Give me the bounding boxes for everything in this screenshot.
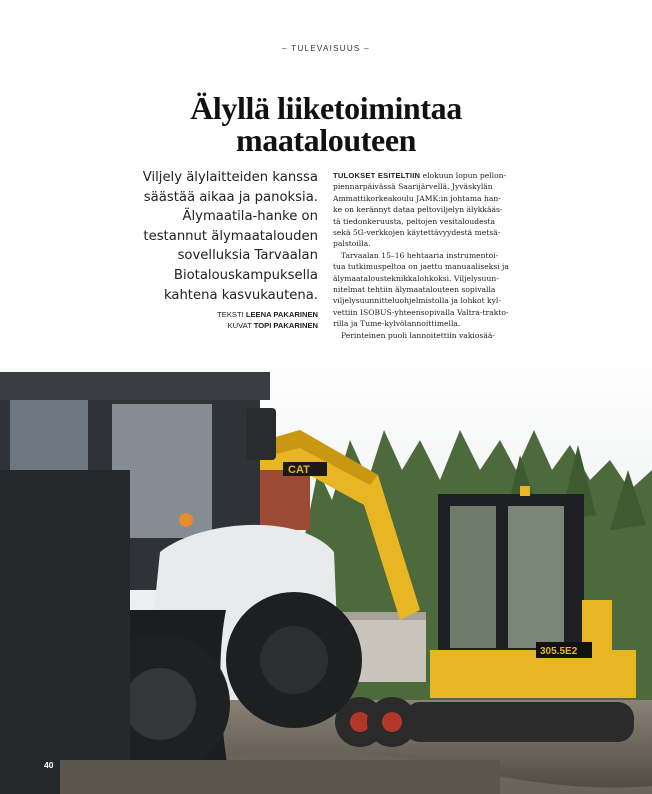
body-line: rilla ja Tume-kylvölannoittimella.	[333, 319, 461, 329]
body-line: palstoilla.	[333, 239, 371, 249]
lead-line: Biotalouskampuksella	[173, 267, 318, 283]
lead-line: kahtena kasvukautena.	[163, 287, 318, 303]
excavator-brand-decal: CAT	[288, 464, 310, 476]
body-line: tä tiedonkeruusta, peltojen vesitaloudesta	[333, 216, 496, 226]
body-line	[333, 170, 555, 181]
body-line: viljelysuunnitteluohjelmistolla ja lohkot kyl-	[333, 296, 501, 306]
byline-text	[150, 309, 318, 320]
lead-line: sovelluksia Tarvaalan	[177, 248, 318, 264]
byline-photo	[150, 320, 318, 331]
byline-photographer: TOPI PAKARINEN	[253, 321, 318, 330]
feature-photo	[0, 340, 652, 794]
lead-line: Viljely älylaitteiden kanssa	[142, 170, 318, 185]
headline-line-1: Älyllä liiketoimintaa	[190, 90, 462, 126]
byline-text-label: TEKSTI	[217, 310, 244, 319]
section-kicker: – TULEVAISUUS –	[282, 44, 370, 53]
headline	[100, 92, 552, 156]
body-line: Perinteinen puoli lannoitettiin vakiosää-	[341, 330, 495, 340]
excavator-model-decal: 305.5E2	[540, 646, 578, 657]
body-line: tua tutkimuspeltoa on jaettu manuaaliseksi ja	[333, 262, 509, 272]
headline-line-2: maatalouteen	[235, 122, 417, 158]
body-paragraph-2	[333, 250, 555, 330]
lead-line: Älymaatila-hanke on	[182, 209, 318, 225]
byline	[150, 309, 318, 331]
lead-line: testannut älymaatalouden	[143, 228, 318, 244]
body-line: Tarvaalan 15–16 hehtaaria instrumentoi-	[341, 250, 499, 260]
body-line: nitelmat tehtiin älymaatalouteen sopivalla	[333, 285, 496, 295]
body-line: älymaatalousteknikkalohkoksi. Viljelysuun-	[333, 273, 499, 283]
body-line-text: elokuun lopun pellon-	[420, 171, 507, 180]
body-paragraph-1	[333, 170, 555, 250]
body-line: vettiin ISOBUS-yhteensopivalla Valtra-trakto-	[333, 307, 509, 317]
byline-author: LEENA PAKARINEN	[245, 310, 318, 319]
paragraph-lead-in: TULOKSET ESITELTIIN	[333, 171, 421, 180]
body-line: sekä 5G-verkkojen käytettävyydestä metsä-	[333, 228, 501, 238]
body-line: ke on kerännyt dataa peltoviljelyn älykkääs-	[333, 205, 503, 215]
lead-paragraph	[128, 168, 318, 305]
lead-line: säästää aikaa ja panoksia.	[143, 189, 318, 205]
page-number: 40	[44, 760, 54, 770]
body-line: piennarpäivässä Saarijärvellä. Jyväskylän	[333, 182, 493, 192]
body-line: Ammattikorkeakoulu JAMK:in johtama han-	[333, 193, 501, 203]
byline-photo-label: KUVAT	[227, 321, 252, 330]
foreground-dirt	[60, 760, 500, 794]
